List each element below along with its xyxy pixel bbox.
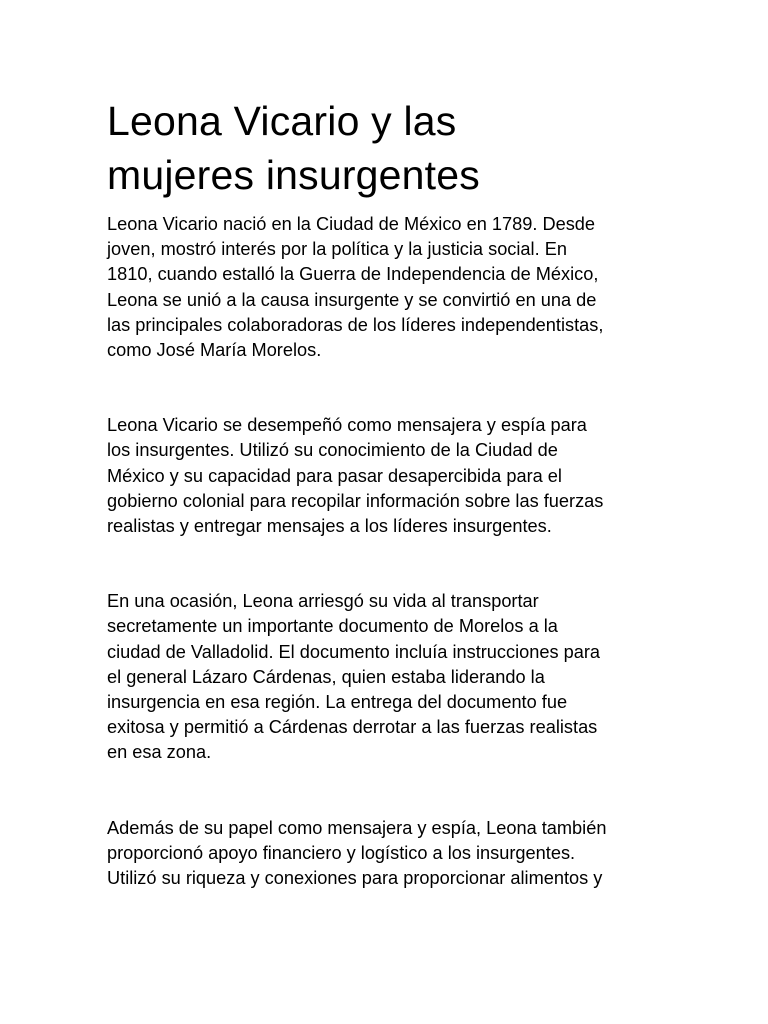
- paragraph-3: En una ocasión, Leona arriesgó su vida al transportar secretamente un importante documento de Morelos a la ciudad de Valladolid. El documento incluía instrucciones para el general Lázaro Cárdenas, quien estaba liderando la insurgencia en esa región. La entrega del documento fue exitosa y permitió a Cárdenas derrotar a las fuerzas realistas en esa zona.: [107, 591, 601, 763]
- document-page: [107, 94, 667, 891]
- paragraph-2: Leona Vicario se desempeñó como mensajera y espía para los insurgentes. Utilizó su conocimiento de la Ciudad de México y su capacidad para pasar desapercibida para el gobierno colonial para recopilar información sobre las fuerzas realistas y entregar mensajes a los líderes insurgentes.: [107, 415, 604, 537]
- paragraph-spacer: [107, 766, 667, 816]
- paragraph-spacer: [107, 363, 667, 413]
- paragraph-spacer: [107, 539, 667, 589]
- paragraph-1: Leona Vicario nació en la Ciudad de México en 1789. Desde joven, mostró interés por la política y la justicia social. En 1810, cuando estalló la Guerra de Independencia de México, Leona se unió a la causa insurgente y se convirtió en una de las principales colaboradoras de los líderes independentistas, como José María Morelos.: [107, 214, 604, 361]
- paragraph-4: Además de su papel como mensajera y espía, Leona también proporcionó apoyo financiero y logístico a los insurgentes. Utilizó su riqueza y conexiones para proporcionar alimentos y: [107, 817, 607, 889]
- document-title: Leona Vicario y las mujeres insurgentes: [107, 98, 480, 198]
